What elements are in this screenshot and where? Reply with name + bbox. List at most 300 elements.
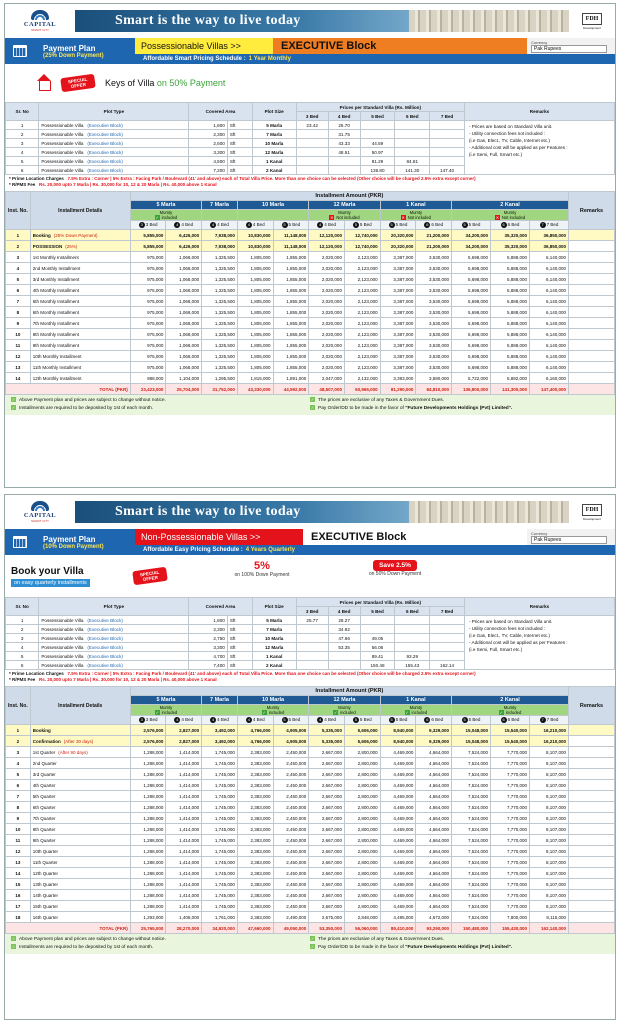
plot-type-cell bbox=[39, 652, 189, 661]
price-cell: 44.59 bbox=[360, 139, 395, 148]
amount-cell: 2,383,000 bbox=[237, 868, 273, 879]
footer-note bbox=[310, 944, 609, 952]
bed-header bbox=[416, 716, 452, 725]
inst-remarks-cell bbox=[569, 318, 615, 329]
price-cell bbox=[328, 166, 360, 175]
amount-cell: 2,123,000 bbox=[344, 296, 380, 307]
amount-cell: 1,745,000 bbox=[202, 879, 238, 890]
amount-cell: 8,115,000 bbox=[529, 912, 568, 923]
amount-cell: 1,288,000 bbox=[130, 857, 166, 868]
price-cell bbox=[328, 157, 360, 166]
inst-no-cell: 1 bbox=[6, 725, 31, 736]
price-cell bbox=[296, 625, 328, 634]
inst-no-cell: 11 bbox=[6, 340, 31, 351]
mumty-inclusion: included bbox=[505, 710, 522, 715]
amount-cell: 2,800,000 bbox=[344, 846, 380, 857]
mumty-cell bbox=[309, 210, 380, 221]
mumty-status bbox=[133, 215, 199, 220]
price-table bbox=[5, 597, 615, 670]
amount-cell: 5,855,000 bbox=[130, 241, 166, 252]
plot-type: Possessionable Villa bbox=[41, 167, 84, 173]
price-cell: 47.66 bbox=[328, 634, 360, 643]
price-header-row bbox=[6, 598, 615, 607]
inst-detail: 11th Monthly Installment bbox=[32, 364, 82, 370]
price-cell bbox=[296, 139, 328, 148]
header-bar bbox=[5, 4, 615, 38]
plot-type-cell bbox=[39, 625, 189, 634]
total-cell: 47,660,000 bbox=[237, 923, 273, 934]
calendar-icon bbox=[5, 529, 35, 555]
bed-label: 4 Bed bbox=[324, 222, 336, 228]
amount-cell: 2,383,000 bbox=[237, 846, 273, 857]
amount-cell: 2,123,000 bbox=[344, 274, 380, 285]
capital-logo-mark-icon bbox=[31, 501, 49, 511]
amount-cell: 8,107,000 bbox=[529, 802, 568, 813]
bed-header: 3 Bed bbox=[296, 112, 328, 121]
inst-detail: 9th Quarter bbox=[32, 837, 56, 843]
bed-header bbox=[491, 716, 530, 725]
amount-cell: 3,387,000 bbox=[380, 285, 416, 296]
inst-detail-cell bbox=[30, 252, 130, 263]
inst-no-cell: 12 bbox=[6, 846, 31, 857]
amount-cell: 5,888,000 bbox=[491, 296, 530, 307]
amount-cell: 7,524,000 bbox=[452, 901, 491, 912]
schedule-bar bbox=[135, 545, 615, 555]
inst-detail-cell bbox=[30, 813, 130, 824]
inst-detail-cell bbox=[30, 824, 130, 835]
amount-cell: 2,667,000 bbox=[309, 857, 345, 868]
remarks-cell bbox=[465, 121, 615, 175]
installment-row bbox=[6, 296, 615, 307]
amount-cell: 34,200,000 bbox=[452, 241, 491, 252]
footer-note bbox=[11, 397, 310, 405]
total-cell: 136,800,000 bbox=[452, 384, 491, 395]
amount-cell: 1,104,000 bbox=[166, 373, 202, 384]
checkbox-checked-icon: ✓ bbox=[155, 215, 159, 220]
amount-cell: 1,325,500 bbox=[202, 329, 238, 340]
keys-condition: on 50% Payment bbox=[156, 78, 226, 88]
prime-location-note: * Prime Location Charges 7.5% Extra : Corner | 5% Extra : Facing Park / Boulevard (41' and above) each of Total Villa Price. More than one choice can be selected (Other choice will be charged 2.5% extra except corner) bbox=[9, 176, 476, 181]
amount-cell: 2,576,000 bbox=[130, 725, 166, 736]
amount-cell: 5,888,000 bbox=[491, 351, 530, 362]
bed-count-icon: 6 bbox=[502, 717, 505, 722]
price-cell bbox=[296, 166, 328, 175]
schedule-label: Affordable Smart Pricing Schedule : bbox=[143, 56, 246, 62]
bed-header: 6 Bed bbox=[395, 112, 430, 121]
amount-cell: 2,667,000 bbox=[309, 758, 345, 769]
inst-remarks-cell bbox=[569, 758, 615, 769]
block-name: EXECUTIVE Block bbox=[303, 529, 527, 545]
inst-no-cell: 12 bbox=[6, 351, 31, 362]
mumty-label: Mumty bbox=[338, 705, 351, 710]
plot-type: Possessionable Villa bbox=[41, 131, 84, 137]
price-cell: 155.43 bbox=[395, 661, 430, 670]
mumty-cell bbox=[237, 705, 308, 716]
inst-detail: 4th Quarter bbox=[32, 782, 56, 788]
amount-cell: 2,020,000 bbox=[309, 351, 345, 362]
amount-cell: 975,000 bbox=[130, 351, 166, 362]
amount-cell: 5,888,000 bbox=[491, 263, 530, 274]
area-cell: 2,750 bbox=[189, 634, 228, 643]
inst-no-cell: 10 bbox=[6, 824, 31, 835]
price-cell bbox=[430, 130, 465, 139]
inst-detail-cell bbox=[30, 769, 130, 780]
mumty-label: Mumty bbox=[159, 705, 173, 710]
amount-cell: 1,414,000 bbox=[166, 747, 202, 758]
amount-cell: 1,288,000 bbox=[130, 868, 166, 879]
amount-cell: 1,745,000 bbox=[202, 868, 238, 879]
inst-remarks-cell bbox=[569, 879, 615, 890]
plot-size-cell: 1 Kanal bbox=[252, 652, 296, 661]
sr-cell: 1 bbox=[6, 121, 39, 130]
bed-count-icon: 3 bbox=[140, 222, 143, 227]
plot-size-group: 10 Marla bbox=[237, 201, 308, 210]
amount-cell: 7,524,000 bbox=[452, 758, 491, 769]
amount-cell: 6,140,000 bbox=[529, 307, 568, 318]
amount-cell: 5,698,000 bbox=[452, 329, 491, 340]
bed-count-icon: 4 bbox=[176, 222, 179, 227]
total-row bbox=[6, 923, 615, 934]
amount-cell: 6,426,000 bbox=[166, 230, 202, 241]
amount-cell: 975,000 bbox=[130, 252, 166, 263]
inst-remarks-cell bbox=[569, 340, 615, 351]
block-label: (Executive Block) bbox=[87, 653, 123, 659]
amount-cell: 4,495,000 bbox=[380, 912, 416, 923]
bed-label: 4 Bed bbox=[324, 717, 336, 723]
amount-cell: 2,047,000 bbox=[309, 373, 345, 384]
amount-cell: 5,698,000 bbox=[452, 285, 491, 296]
inst-detail: 12th Quarter bbox=[32, 870, 58, 876]
footer-note bbox=[310, 405, 609, 413]
amount-cell: 1,805,000 bbox=[237, 329, 273, 340]
inst-detail: 6th Monthly Installment bbox=[32, 309, 80, 315]
amount-cell: 2,450,000 bbox=[273, 824, 309, 835]
amount-cell: 8,107,000 bbox=[529, 879, 568, 890]
keys-offer-text bbox=[105, 78, 225, 88]
slogan-banner bbox=[75, 10, 569, 32]
amount-cell: 1,855,000 bbox=[273, 252, 309, 263]
amount-cell: 16,210,000 bbox=[529, 725, 568, 736]
amount-cell: 5,888,000 bbox=[491, 329, 530, 340]
inst-no-cell: 16 bbox=[6, 890, 31, 901]
amount-cell: 1,068,000 bbox=[166, 351, 202, 362]
amount-cell: 1,855,000 bbox=[273, 307, 309, 318]
footer-note bbox=[11, 944, 310, 952]
amount-cell: 2,123,000 bbox=[344, 318, 380, 329]
plot-size-group: 7 Marla bbox=[202, 696, 238, 705]
header-bar bbox=[5, 495, 615, 529]
price-cell: 28.27 bbox=[328, 616, 360, 625]
amount-cell: 8,107,000 bbox=[529, 835, 568, 846]
sr-cell: 1 bbox=[6, 616, 39, 625]
inst-detail: 2nd Monthly Installment bbox=[32, 265, 81, 271]
inst-no-cell: 5 bbox=[6, 274, 31, 285]
special-offer-badge: SPECIAL OFFER bbox=[132, 567, 168, 586]
rpms-fee-note: * R/PMS Fee Rs. 20,000 upto 7 Marla | Rs. 30,000 for 10, 12 & 20 Marla | Rs. 40,000 above 1 Kanal bbox=[9, 677, 217, 682]
book-title: Book your Villa bbox=[11, 566, 125, 577]
inst-header-row bbox=[6, 192, 615, 201]
plot-type-header: Plot Type bbox=[39, 103, 189, 121]
inst-detail: 16th Quarter bbox=[32, 914, 58, 920]
amount-cell: 3,387,000 bbox=[380, 340, 416, 351]
logo-sub: SMART CITY bbox=[30, 519, 50, 523]
check-icon: ✓ bbox=[11, 405, 16, 410]
inst-detail-cell bbox=[30, 373, 130, 384]
amount-cell: 1,325,500 bbox=[202, 351, 238, 362]
amount-cell: 975,000 bbox=[130, 274, 166, 285]
bed-count-icon: 4 bbox=[247, 222, 250, 227]
bed-count-icon: 7 bbox=[541, 222, 544, 227]
mumty-cell bbox=[130, 210, 201, 221]
mumty-label: Mumty bbox=[409, 210, 423, 215]
inst-detail: 7th Monthly Installment bbox=[32, 320, 80, 326]
area-unit-cell: Sft bbox=[227, 130, 252, 139]
amount-cell: 2,020,000 bbox=[309, 252, 345, 263]
amount-cell: 7,524,000 bbox=[452, 802, 491, 813]
sr-cell: 5 bbox=[6, 652, 39, 661]
checkbox-cross-icon: ✕ bbox=[495, 215, 500, 220]
mumty-inclusion: included bbox=[340, 710, 356, 715]
amount-cell: 1,068,000 bbox=[166, 340, 202, 351]
amount-cell: 4,664,000 bbox=[416, 857, 452, 868]
developer-logo-mark: FDH bbox=[582, 13, 603, 25]
amount-cell: 5,698,000 bbox=[452, 351, 491, 362]
amount-cell: 4,672,000 bbox=[416, 912, 452, 923]
amount-cell: 7,770,000 bbox=[491, 813, 530, 824]
bed-header bbox=[130, 221, 166, 230]
inst-no-cell: 2 bbox=[6, 241, 31, 252]
inst-detail-cell bbox=[30, 340, 130, 351]
inst-detail: 1st Quarter bbox=[32, 749, 56, 755]
amount-cell: 2,383,000 bbox=[237, 747, 273, 758]
amount-cell: 5,698,000 bbox=[452, 362, 491, 373]
amount-cell: 1,288,000 bbox=[130, 747, 166, 758]
inst-detail: 9th Monthly Installment bbox=[32, 342, 80, 348]
inst-remarks-cell bbox=[569, 747, 615, 758]
bed-label: 4 Bed bbox=[252, 222, 265, 228]
amount-cell: 5,698,000 bbox=[452, 274, 491, 285]
discount-full-note: on 100% Down Payment bbox=[234, 572, 290, 578]
bed-header bbox=[166, 716, 202, 725]
price-cell bbox=[296, 148, 328, 157]
bed-label: 5 Bed bbox=[395, 717, 408, 723]
footer-text: Above Payment plan and prices are subject to change without notice. bbox=[19, 398, 166, 403]
inst-detail-cell bbox=[30, 868, 130, 879]
amount-cell: 7,524,000 bbox=[452, 890, 491, 901]
price-cell bbox=[360, 130, 395, 139]
amount-cell: 1,805,000 bbox=[237, 351, 273, 362]
inst-detail-cell bbox=[30, 857, 130, 868]
price-cell bbox=[430, 121, 465, 130]
total-cell: 49,050,000 bbox=[273, 923, 309, 934]
amount-cell: 3,530,000 bbox=[416, 274, 452, 285]
inst-header-row bbox=[6, 687, 615, 696]
amount-cell: 8,107,000 bbox=[529, 769, 568, 780]
amount-cell: 2,800,000 bbox=[344, 835, 380, 846]
amount-cell: 5,698,000 bbox=[452, 263, 491, 274]
installment-row bbox=[6, 373, 615, 384]
inst-detail: 6th Quarter bbox=[32, 804, 56, 810]
check-icon: ✓ bbox=[310, 936, 315, 941]
inst-no-cell: 9 bbox=[6, 318, 31, 329]
sr-cell: 4 bbox=[6, 643, 39, 652]
area-cell: 4,700 bbox=[189, 652, 228, 661]
amount-cell: 1,855,000 bbox=[273, 362, 309, 373]
developer-logo bbox=[569, 504, 615, 521]
amount-cell: 2,383,000 bbox=[237, 890, 273, 901]
amount-cell: 1,295,500 bbox=[202, 373, 238, 384]
amount-cell: 1,745,000 bbox=[202, 857, 238, 868]
inst-detail: 4th Monthly Installment bbox=[32, 287, 80, 293]
inst-detail-note: (25%) bbox=[65, 243, 78, 249]
area-cell: 2,300 bbox=[189, 625, 228, 634]
amount-cell: 4,905,000 bbox=[273, 736, 309, 747]
inst-detail-note: (After 90 days) bbox=[58, 749, 88, 755]
amount-cell: 2,450,000 bbox=[273, 868, 309, 879]
amount-cell: 7,524,000 bbox=[452, 769, 491, 780]
amount-cell: 7,524,000 bbox=[452, 824, 491, 835]
mumty-inclusion: Not included bbox=[336, 215, 360, 220]
bed-label: 7 Bed bbox=[546, 717, 559, 723]
price-cell bbox=[296, 157, 328, 166]
price-cell: 150.48 bbox=[360, 661, 395, 670]
area-cell: 7,200 bbox=[189, 166, 228, 175]
amount-cell: 1,068,000 bbox=[166, 263, 202, 274]
amount-cell: 3,387,000 bbox=[380, 263, 416, 274]
amount-cell: 1,068,000 bbox=[166, 318, 202, 329]
amount-cell: 2,383,000 bbox=[237, 813, 273, 824]
amount-cell: 4,469,000 bbox=[380, 747, 416, 758]
special-offer-badge: SPECIAL OFFER bbox=[60, 74, 96, 93]
inst-detail-cell bbox=[30, 736, 130, 747]
bed-count-icon: 4 bbox=[211, 717, 215, 722]
amount-cell: 5,698,000 bbox=[452, 318, 491, 329]
amount-cell: 1,805,000 bbox=[237, 340, 273, 351]
inst-detail: Confirmation bbox=[32, 738, 61, 744]
area-unit-cell: Sft bbox=[227, 148, 252, 157]
amount-cell: 15,048,000 bbox=[452, 736, 491, 747]
amount-cell: 2,020,000 bbox=[309, 329, 345, 340]
amount-cell: 2,132,000 bbox=[344, 373, 380, 384]
total-cell: 43,330,000 bbox=[237, 384, 273, 395]
amount-cell: 975,000 bbox=[130, 340, 166, 351]
amount-cell: 5,698,000 bbox=[452, 252, 491, 263]
price-cell bbox=[328, 661, 360, 670]
bed-header bbox=[130, 716, 166, 725]
amount-cell: 1,288,000 bbox=[130, 846, 166, 857]
amount-cell: 2,123,000 bbox=[344, 307, 380, 318]
amount-cell: 2,800,000 bbox=[344, 890, 380, 901]
amount-cell: 1,414,000 bbox=[166, 901, 202, 912]
amount-cell: 4,469,000 bbox=[380, 769, 416, 780]
inst-detail-cell bbox=[30, 912, 130, 923]
block-label: (Executive Block) bbox=[87, 635, 123, 641]
amount-cell: 2,450,000 bbox=[273, 758, 309, 769]
installment-row bbox=[6, 263, 615, 274]
amount-cell: 1,288,000 bbox=[130, 791, 166, 802]
price-cell: 23.42 bbox=[296, 121, 328, 130]
price-cell bbox=[395, 121, 430, 130]
amount-cell: 1,288,000 bbox=[130, 879, 166, 890]
installment-row bbox=[6, 362, 615, 373]
footer-text: The prices are exclusive of any Taxes & Government Dues. bbox=[318, 398, 445, 403]
villa-type-tag: Possessionable Villas >> bbox=[135, 38, 273, 54]
amount-cell: 4,664,000 bbox=[416, 769, 452, 780]
amount-cell: 1,414,000 bbox=[166, 802, 202, 813]
payee-name: "Future Developments Holdings (Pvt) Limited". bbox=[405, 406, 513, 411]
price-cell bbox=[360, 121, 395, 130]
footer-note bbox=[11, 405, 310, 413]
remark-line: - Utility connection fees not included : bbox=[469, 626, 546, 631]
amount-cell: 4,469,000 bbox=[380, 780, 416, 791]
amount-cell: 1,293,000 bbox=[130, 912, 166, 923]
amount-cell: 6,140,000 bbox=[529, 285, 568, 296]
inst-amount-header: Installment Amount (PKR) bbox=[130, 687, 568, 696]
plot-type-cell bbox=[39, 661, 189, 670]
bed-count-icon: 5 bbox=[390, 717, 393, 722]
inst-remarks-cell bbox=[569, 307, 615, 318]
amount-cell: 2,383,000 bbox=[237, 780, 273, 791]
area-unit-cell: Sft bbox=[227, 661, 252, 670]
amount-cell: 1,891,000 bbox=[273, 373, 309, 384]
amount-cell: 7,770,000 bbox=[491, 901, 530, 912]
inst-no-cell: 11 bbox=[6, 835, 31, 846]
amount-cell: 2,383,000 bbox=[237, 802, 273, 813]
inst-detail-cell bbox=[30, 296, 130, 307]
plot-size-cell: 7 Marla bbox=[252, 130, 296, 139]
amount-cell: 2,800,000 bbox=[344, 824, 380, 835]
amount-cell: 5,888,000 bbox=[491, 285, 530, 296]
inst-detail: 14th Quarter bbox=[32, 892, 58, 898]
footer-notes bbox=[5, 395, 615, 415]
inst-detail-cell bbox=[30, 274, 130, 285]
inst-detail: 2nd Quarter bbox=[32, 760, 57, 766]
inst-detail: 10th Monthly Installment bbox=[32, 353, 82, 359]
amount-cell: 1,288,000 bbox=[130, 890, 166, 901]
schedule-period: 4 Years Quarterly bbox=[245, 547, 295, 553]
bed-label: 5 Bed bbox=[288, 717, 301, 723]
amount-cell: 1,068,000 bbox=[166, 307, 202, 318]
amount-cell: 4,664,000 bbox=[416, 846, 452, 857]
bed-header bbox=[491, 221, 530, 230]
amount-cell: 35,320,000 bbox=[491, 230, 530, 241]
keys-offer-row bbox=[5, 64, 615, 102]
amount-cell: 8,940,000 bbox=[380, 725, 416, 736]
amount-cell: 2,667,000 bbox=[309, 846, 345, 857]
inst-remarks-cell bbox=[569, 241, 615, 252]
total-cell: 56,060,000 bbox=[344, 923, 380, 934]
mumty-label: Mumty bbox=[503, 705, 517, 710]
bed-label: 6 Bed bbox=[507, 222, 520, 228]
bed-count-icon: 5 bbox=[283, 717, 286, 722]
installment-row bbox=[6, 340, 615, 351]
plot-size-group: 2 Kanal bbox=[452, 696, 569, 705]
amount-cell: 2,667,000 bbox=[309, 868, 345, 879]
amount-cell: 6,140,000 bbox=[529, 318, 568, 329]
amount-cell: 2,123,000 bbox=[344, 351, 380, 362]
plot-size-group: 10 Marla bbox=[237, 696, 308, 705]
price-cell bbox=[395, 130, 430, 139]
amount-cell: 35,320,000 bbox=[491, 241, 530, 252]
amount-cell: 2,383,000 bbox=[237, 901, 273, 912]
total-remarks-cell bbox=[569, 384, 615, 395]
capital-logo-mark-icon bbox=[31, 10, 49, 20]
installment-row bbox=[6, 758, 615, 769]
mumty-status bbox=[133, 710, 199, 715]
area-cell: 2,600 bbox=[189, 139, 228, 148]
inst-no-cell: 9 bbox=[6, 813, 31, 824]
amount-cell: 1,414,000 bbox=[166, 857, 202, 868]
